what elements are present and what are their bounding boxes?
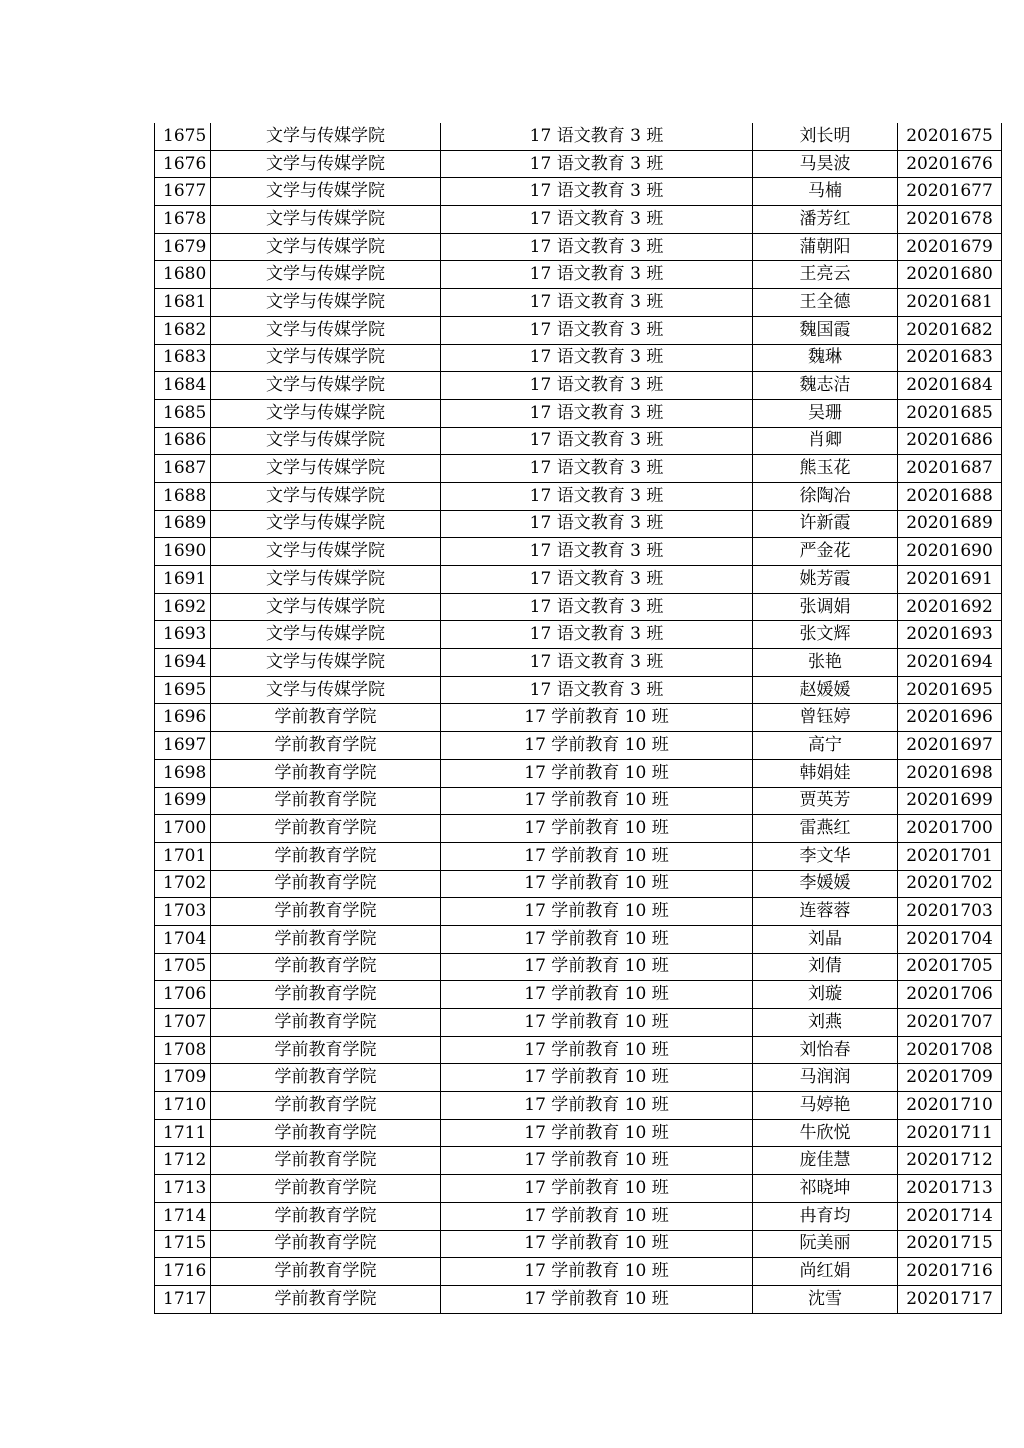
class-cell: 17 语文教育 3 班 [441, 150, 753, 178]
student-id-cell: 20201691 [898, 566, 1002, 594]
student-id-cell: 20201689 [898, 510, 1002, 538]
table-row [155, 1147, 1002, 1175]
seq-cell: 1706 [155, 981, 211, 1009]
college-cell: 文学与传媒学院 [211, 676, 441, 704]
table-row [155, 1119, 1002, 1147]
table-row [155, 1009, 1002, 1037]
student-name-cell: 刘燕 [753, 1009, 898, 1037]
student-id-cell: 20201675 [898, 123, 1002, 150]
student-id-cell: 20201710 [898, 1092, 1002, 1120]
college-cell: 文学与传媒学院 [211, 621, 441, 649]
college-cell: 学前教育学院 [211, 1230, 441, 1258]
college-cell: 文学与传媒学院 [211, 566, 441, 594]
seq-cell: 1701 [155, 842, 211, 870]
table-row [155, 953, 1002, 981]
college-cell: 文学与传媒学院 [211, 538, 441, 566]
table-row [155, 1175, 1002, 1203]
student-id-cell: 20201698 [898, 759, 1002, 787]
table-row [155, 344, 1002, 372]
student-name-cell: 阮美丽 [753, 1230, 898, 1258]
seq-cell: 1710 [155, 1092, 211, 1120]
student-name-cell: 许新霞 [753, 510, 898, 538]
college-cell: 学前教育学院 [211, 1119, 441, 1147]
class-cell: 17 语文教育 3 班 [441, 427, 753, 455]
seq-cell: 1677 [155, 178, 211, 206]
student-id-cell: 20201681 [898, 289, 1002, 317]
college-cell: 学前教育学院 [211, 898, 441, 926]
seq-cell: 1715 [155, 1230, 211, 1258]
student-id-cell: 20201706 [898, 981, 1002, 1009]
table-row [155, 1036, 1002, 1064]
student-id-cell: 20201713 [898, 1175, 1002, 1203]
table-row [155, 704, 1002, 732]
seq-cell: 1708 [155, 1036, 211, 1064]
college-cell: 文学与传媒学院 [211, 316, 441, 344]
student-name-cell: 李媛媛 [753, 870, 898, 898]
seq-cell: 1717 [155, 1285, 211, 1313]
student-id-cell: 20201701 [898, 842, 1002, 870]
table-row [155, 1064, 1002, 1092]
seq-cell: 1713 [155, 1175, 211, 1203]
college-cell: 文学与传媒学院 [211, 233, 441, 261]
college-cell: 文学与传媒学院 [211, 289, 441, 317]
student-id-cell: 20201716 [898, 1258, 1002, 1286]
class-cell: 17 学前教育 10 班 [441, 1009, 753, 1037]
student-name-cell: 赵媛媛 [753, 676, 898, 704]
student-id-cell: 20201714 [898, 1202, 1002, 1230]
student-name-cell: 吴珊 [753, 399, 898, 427]
class-cell: 17 学前教育 10 班 [441, 1230, 753, 1258]
student-id-cell: 20201696 [898, 704, 1002, 732]
seq-cell: 1683 [155, 344, 211, 372]
table-row [155, 233, 1002, 261]
table-row [155, 510, 1002, 538]
college-cell: 学前教育学院 [211, 1147, 441, 1175]
student-id-cell: 20201712 [898, 1147, 1002, 1175]
seq-cell: 1712 [155, 1147, 211, 1175]
seq-cell: 1686 [155, 427, 211, 455]
class-cell: 17 语文教育 3 班 [441, 455, 753, 483]
student-name-cell: 雷燕红 [753, 815, 898, 843]
college-cell: 文学与传媒学院 [211, 206, 441, 234]
table-row [155, 372, 1002, 400]
class-cell: 17 学前教育 10 班 [441, 981, 753, 1009]
college-cell: 文学与传媒学院 [211, 261, 441, 289]
class-cell: 17 语文教育 3 班 [441, 178, 753, 206]
class-cell: 17 语文教育 3 班 [441, 289, 753, 317]
table-row [155, 123, 1002, 150]
class-cell: 17 学前教育 10 班 [441, 1258, 753, 1286]
student-name-cell: 马婷艳 [753, 1092, 898, 1120]
college-cell: 文学与传媒学院 [211, 455, 441, 483]
class-cell: 17 语文教育 3 班 [441, 538, 753, 566]
student-name-cell: 蒲朝阳 [753, 233, 898, 261]
student-id-cell: 20201682 [898, 316, 1002, 344]
seq-cell: 1714 [155, 1202, 211, 1230]
class-cell: 17 学前教育 10 班 [441, 898, 753, 926]
seq-cell: 1698 [155, 759, 211, 787]
table-row [155, 759, 1002, 787]
class-cell: 17 学前教育 10 班 [441, 925, 753, 953]
student-id-cell: 20201683 [898, 344, 1002, 372]
table-row [155, 925, 1002, 953]
college-cell: 学前教育学院 [211, 759, 441, 787]
table-row [155, 399, 1002, 427]
class-cell: 17 学前教育 10 班 [441, 704, 753, 732]
student-id-cell: 20201697 [898, 732, 1002, 760]
seq-cell: 1694 [155, 649, 211, 677]
seq-cell: 1684 [155, 372, 211, 400]
table-row [155, 732, 1002, 760]
college-cell: 文学与传媒学院 [211, 150, 441, 178]
college-cell: 文学与传媒学院 [211, 427, 441, 455]
student-id-cell: 20201676 [898, 150, 1002, 178]
class-cell: 17 学前教育 10 班 [441, 759, 753, 787]
student-id-cell: 20201708 [898, 1036, 1002, 1064]
college-cell: 文学与传媒学院 [211, 123, 441, 150]
table-row [155, 870, 1002, 898]
student-name-cell: 王亮云 [753, 261, 898, 289]
college-cell: 文学与传媒学院 [211, 372, 441, 400]
student-name-cell: 贾英芳 [753, 787, 898, 815]
student-name-cell: 祁晓坤 [753, 1175, 898, 1203]
seq-cell: 1675 [155, 123, 211, 150]
student-name-cell: 严金花 [753, 538, 898, 566]
table-row [155, 316, 1002, 344]
table-row [155, 261, 1002, 289]
class-cell: 17 语文教育 3 班 [441, 510, 753, 538]
college-cell: 学前教育学院 [211, 1092, 441, 1120]
student-name-cell: 马昊波 [753, 150, 898, 178]
table-row [155, 676, 1002, 704]
seq-cell: 1704 [155, 925, 211, 953]
class-cell: 17 语文教育 3 班 [441, 649, 753, 677]
student-name-cell: 沈雪 [753, 1285, 898, 1313]
class-cell: 17 语文教育 3 班 [441, 399, 753, 427]
student-id-cell: 20201690 [898, 538, 1002, 566]
student-name-cell: 牛欣悦 [753, 1119, 898, 1147]
table-row [155, 1202, 1002, 1230]
student-name-cell: 潘芳红 [753, 206, 898, 234]
student-id-cell: 20201717 [898, 1285, 1002, 1313]
college-cell: 学前教育学院 [211, 704, 441, 732]
table-row [155, 206, 1002, 234]
student-id-cell: 20201707 [898, 1009, 1002, 1037]
table-row [155, 1092, 1002, 1120]
table-row [155, 898, 1002, 926]
seq-cell: 1685 [155, 399, 211, 427]
class-cell: 17 语文教育 3 班 [441, 566, 753, 594]
seq-cell: 1679 [155, 233, 211, 261]
college-cell: 学前教育学院 [211, 842, 441, 870]
college-cell: 文学与传媒学院 [211, 510, 441, 538]
student-name-cell: 刘倩 [753, 953, 898, 981]
college-cell: 文学与传媒学院 [211, 344, 441, 372]
college-cell: 学前教育学院 [211, 953, 441, 981]
college-cell: 文学与传媒学院 [211, 593, 441, 621]
table-row [155, 842, 1002, 870]
class-cell: 17 语文教育 3 班 [441, 261, 753, 289]
class-cell: 17 学前教育 10 班 [441, 870, 753, 898]
class-cell: 17 语文教育 3 班 [441, 593, 753, 621]
class-cell: 17 学前教育 10 班 [441, 1119, 753, 1147]
class-cell: 17 语文教育 3 班 [441, 482, 753, 510]
student-name-cell: 熊玉花 [753, 455, 898, 483]
student-id-cell: 20201678 [898, 206, 1002, 234]
college-cell: 学前教育学院 [211, 1036, 441, 1064]
seq-cell: 1676 [155, 150, 211, 178]
class-cell: 17 学前教育 10 班 [441, 842, 753, 870]
table-row [155, 981, 1002, 1009]
student-id-cell: 20201686 [898, 427, 1002, 455]
student-name-cell: 马楠 [753, 178, 898, 206]
student-id-cell: 20201685 [898, 399, 1002, 427]
student-id-cell: 20201695 [898, 676, 1002, 704]
student-id-cell: 20201694 [898, 649, 1002, 677]
class-cell: 17 学前教育 10 班 [441, 953, 753, 981]
seq-cell: 1680 [155, 261, 211, 289]
seq-cell: 1705 [155, 953, 211, 981]
student-id-cell: 20201709 [898, 1064, 1002, 1092]
student-name-cell: 冉育均 [753, 1202, 898, 1230]
student-id-cell: 20201705 [898, 953, 1002, 981]
class-cell: 17 学前教育 10 班 [441, 1092, 753, 1120]
seq-cell: 1707 [155, 1009, 211, 1037]
class-cell: 17 语文教育 3 班 [441, 233, 753, 261]
student-id-cell: 20201693 [898, 621, 1002, 649]
roster-body [155, 123, 1002, 1313]
student-name-cell: 魏志洁 [753, 372, 898, 400]
student-name-cell: 张艳 [753, 649, 898, 677]
student-name-cell: 刘长明 [753, 123, 898, 150]
student-name-cell: 魏琳 [753, 344, 898, 372]
table-row [155, 178, 1002, 206]
table-row [155, 1258, 1002, 1286]
college-cell: 学前教育学院 [211, 1009, 441, 1037]
student-id-cell: 20201684 [898, 372, 1002, 400]
table-row [155, 427, 1002, 455]
seq-cell: 1678 [155, 206, 211, 234]
student-name-cell: 庞佳慧 [753, 1147, 898, 1175]
seq-cell: 1702 [155, 870, 211, 898]
table-row [155, 621, 1002, 649]
seq-cell: 1700 [155, 815, 211, 843]
seq-cell: 1682 [155, 316, 211, 344]
college-cell: 文学与传媒学院 [211, 178, 441, 206]
seq-cell: 1691 [155, 566, 211, 594]
student-id-cell: 20201711 [898, 1119, 1002, 1147]
seq-cell: 1692 [155, 593, 211, 621]
student-name-cell: 曾钰婷 [753, 704, 898, 732]
class-cell: 17 语文教育 3 班 [441, 676, 753, 704]
seq-cell: 1703 [155, 898, 211, 926]
table-row [155, 1285, 1002, 1313]
student-name-cell: 高宁 [753, 732, 898, 760]
student-id-cell: 20201702 [898, 870, 1002, 898]
class-cell: 17 学前教育 10 班 [441, 1175, 753, 1203]
college-cell: 学前教育学院 [211, 981, 441, 1009]
college-cell: 文学与传媒学院 [211, 649, 441, 677]
table-row [155, 482, 1002, 510]
table-row [155, 455, 1002, 483]
class-cell: 17 学前教育 10 班 [441, 732, 753, 760]
class-cell: 17 语文教育 3 班 [441, 206, 753, 234]
seq-cell: 1716 [155, 1258, 211, 1286]
seq-cell: 1711 [155, 1119, 211, 1147]
college-cell: 学前教育学院 [211, 1175, 441, 1203]
class-cell: 17 学前教育 10 班 [441, 815, 753, 843]
student-id-cell: 20201703 [898, 898, 1002, 926]
college-cell: 学前教育学院 [211, 1258, 441, 1286]
class-cell: 17 学前教育 10 班 [441, 1147, 753, 1175]
seq-cell: 1690 [155, 538, 211, 566]
college-cell: 学前教育学院 [211, 870, 441, 898]
seq-cell: 1699 [155, 787, 211, 815]
table-row [155, 593, 1002, 621]
class-cell: 17 语文教育 3 班 [441, 316, 753, 344]
table-row [155, 649, 1002, 677]
student-name-cell: 魏国霞 [753, 316, 898, 344]
table-row [155, 1230, 1002, 1258]
student-name-cell: 王全德 [753, 289, 898, 317]
table-row [155, 289, 1002, 317]
student-name-cell: 刘怡春 [753, 1036, 898, 1064]
class-cell: 17 学前教育 10 班 [441, 1036, 753, 1064]
table-row [155, 538, 1002, 566]
student-name-cell: 肖卿 [753, 427, 898, 455]
class-cell: 17 学前教育 10 班 [441, 1285, 753, 1313]
class-cell: 17 学前教育 10 班 [441, 787, 753, 815]
seq-cell: 1681 [155, 289, 211, 317]
college-cell: 文学与传媒学院 [211, 399, 441, 427]
college-cell: 学前教育学院 [211, 1285, 441, 1313]
table-row [155, 787, 1002, 815]
class-cell: 17 语文教育 3 班 [441, 123, 753, 150]
student-id-cell: 20201688 [898, 482, 1002, 510]
seq-cell: 1697 [155, 732, 211, 760]
student-roster-table [154, 123, 1002, 1314]
student-id-cell: 20201677 [898, 178, 1002, 206]
college-cell: 学前教育学院 [211, 1202, 441, 1230]
student-id-cell: 20201699 [898, 787, 1002, 815]
student-id-cell: 20201687 [898, 455, 1002, 483]
student-name-cell: 姚芳霞 [753, 566, 898, 594]
student-name-cell: 尚红娟 [753, 1258, 898, 1286]
student-id-cell: 20201715 [898, 1230, 1002, 1258]
seq-cell: 1709 [155, 1064, 211, 1092]
seq-cell: 1693 [155, 621, 211, 649]
student-name-cell: 刘晶 [753, 925, 898, 953]
student-id-cell: 20201704 [898, 925, 1002, 953]
college-cell: 学前教育学院 [211, 732, 441, 760]
college-cell: 文学与传媒学院 [211, 482, 441, 510]
student-id-cell: 20201700 [898, 815, 1002, 843]
table-row [155, 150, 1002, 178]
student-name-cell: 连蓉蓉 [753, 898, 898, 926]
seq-cell: 1689 [155, 510, 211, 538]
seq-cell: 1687 [155, 455, 211, 483]
student-name-cell: 张调娟 [753, 593, 898, 621]
student-name-cell: 韩娟娃 [753, 759, 898, 787]
student-name-cell: 马润润 [753, 1064, 898, 1092]
college-cell: 学前教育学院 [211, 925, 441, 953]
student-id-cell: 20201679 [898, 233, 1002, 261]
class-cell: 17 语文教育 3 班 [441, 372, 753, 400]
class-cell: 17 语文教育 3 班 [441, 621, 753, 649]
student-id-cell: 20201692 [898, 593, 1002, 621]
class-cell: 17 学前教育 10 班 [441, 1064, 753, 1092]
table-row [155, 815, 1002, 843]
student-name-cell: 张文辉 [753, 621, 898, 649]
student-name-cell: 刘璇 [753, 981, 898, 1009]
student-name-cell: 徐陶冶 [753, 482, 898, 510]
class-cell: 17 学前教育 10 班 [441, 1202, 753, 1230]
seq-cell: 1695 [155, 676, 211, 704]
student-id-cell: 20201680 [898, 261, 1002, 289]
college-cell: 学前教育学院 [211, 1064, 441, 1092]
college-cell: 学前教育学院 [211, 815, 441, 843]
class-cell: 17 语文教育 3 班 [441, 344, 753, 372]
college-cell: 学前教育学院 [211, 787, 441, 815]
seq-cell: 1696 [155, 704, 211, 732]
student-name-cell: 李文华 [753, 842, 898, 870]
seq-cell: 1688 [155, 482, 211, 510]
table-row [155, 566, 1002, 594]
